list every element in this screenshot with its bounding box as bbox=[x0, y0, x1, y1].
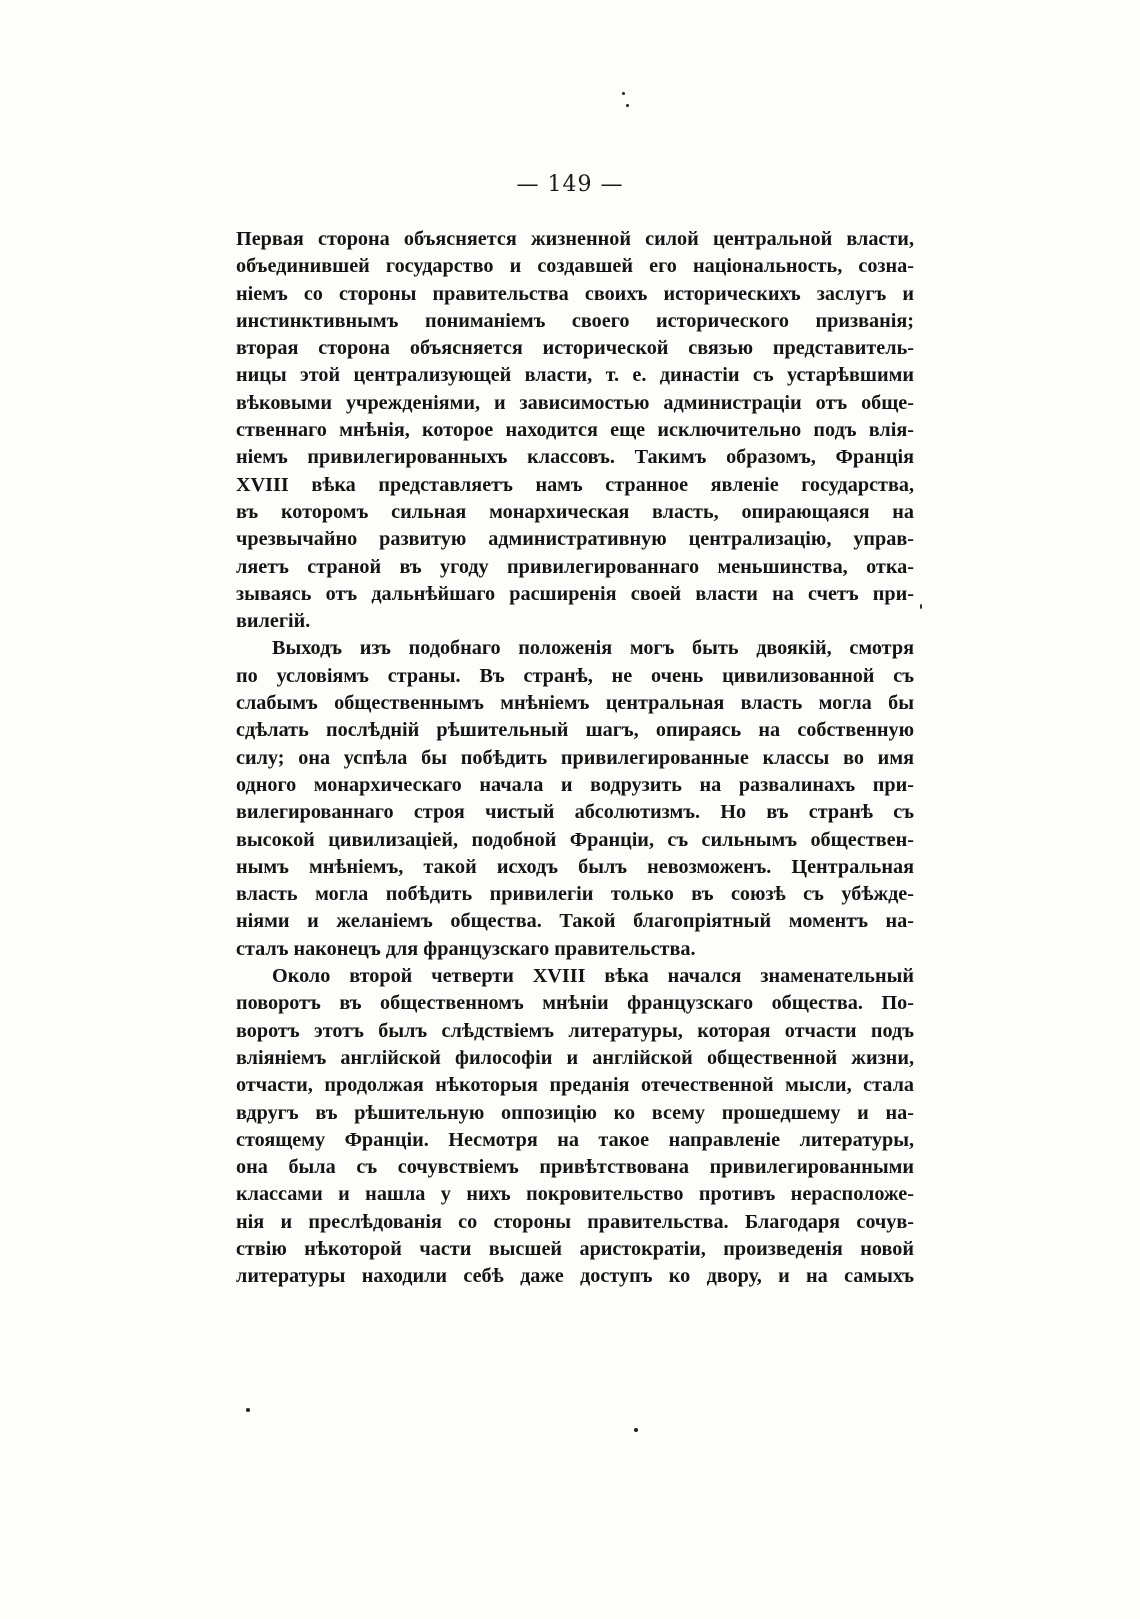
text-line: вдругъ въ рѣшительную оппозицію ко всему прошедшему и на- bbox=[236, 1101, 914, 1124]
print-speck bbox=[246, 1408, 250, 1412]
text-line: литературы находили себѣ даже доступъ ко двору, и на самыхъ bbox=[236, 1265, 914, 1288]
text-line: силу; она успѣла бы побѣдить привилегированные классы во имя bbox=[236, 746, 914, 769]
text-line: вторая сторона объясняется исторической связью представитель- bbox=[236, 337, 914, 360]
text-line: ляетъ страной въ угоду привилегированнаго меньшинства, отка- bbox=[236, 555, 914, 578]
paragraph-2 bbox=[236, 635, 914, 963]
text-line: отчасти, продолжая нѣкоторыя преданія отечественной мысли, стала bbox=[236, 1074, 914, 1097]
text-line: по условіямъ страны. Въ странѣ, не очень цивилизованной съ bbox=[236, 664, 914, 687]
text-line: вліяніемъ англійской философіи и англійской общественной жизни, bbox=[236, 1046, 914, 1069]
text-line: власть могла побѣдить привилегіи только въ союзѣ съ убѣжде- bbox=[236, 883, 914, 906]
text-line: сдѣлать послѣдній рѣшительный шагъ, опираясь на собственную bbox=[236, 719, 914, 742]
text-line: Первая сторона объясняется жизненной силой центральной власти, bbox=[236, 228, 914, 250]
text-line: зываясь отъ дальнѣйшаго расширенія своей власти на счетъ при- bbox=[236, 582, 914, 605]
text-line: классами и нашла у нихъ покровительство противъ нерасположе- bbox=[236, 1183, 914, 1206]
text-line: нымъ мнѣніемъ, такой исходъ былъ невозможенъ. Центральная bbox=[236, 855, 914, 878]
paragraph-1 bbox=[236, 226, 914, 635]
text-line: высокой цивилизаціей, подобной Франціи, съ сильнымъ обществен- bbox=[236, 828, 914, 851]
text-line: въ которомъ сильная монархическая власть, опирающаяся на bbox=[236, 500, 914, 523]
text-line: ніями и желаніемъ общества. Такой благопріятный моментъ на- bbox=[236, 910, 914, 933]
text-line: вѣковыми учрежденіями, и зависимостью администраціи отъ обще- bbox=[236, 391, 914, 414]
text-line: нія и преслѣдованія со стороны правительства. Благодаря сочув- bbox=[236, 1210, 914, 1233]
print-speck bbox=[622, 92, 625, 95]
text-line: слабымъ общественнымъ мнѣніемъ центральная власть могла бы bbox=[236, 692, 914, 715]
body-text bbox=[236, 226, 914, 1291]
text-line: одного монархическаго начала и водрузить на развалинахъ при- bbox=[236, 773, 914, 796]
page-number: — 149 — bbox=[516, 172, 624, 197]
print-speck bbox=[634, 1428, 638, 1432]
text-line: стоящему Франціи. Несмотря на такое направленіе литературы, bbox=[236, 1128, 914, 1151]
text-line: вилегій. bbox=[236, 610, 311, 633]
text-line: вилегированнаго строя чистый абсолютизмъ. Но въ странѣ съ bbox=[236, 801, 914, 824]
text-line: ствію нѣкоторой части высшей аристократіи, произведенія новой bbox=[236, 1237, 914, 1260]
print-speck bbox=[920, 604, 922, 609]
text-line: Около второй четверти XVIII вѣка начался знаменательный bbox=[272, 965, 914, 988]
text-line: ственнаго мнѣнія, которое находится еще исключительно подъ влія- bbox=[236, 419, 914, 442]
text-line: инстинктивнымъ пониманіемъ своего исторического призванія; bbox=[236, 309, 914, 332]
text-line: Выходъ изъ подобнаго положенія могъ быть двоякій, смотря bbox=[272, 637, 914, 660]
text-line: ніемъ привилегированныхъ классовъ. Такимъ образомъ, Франція bbox=[236, 446, 914, 469]
text-line: ницы этой централизующей власти, т. е. династіи съ устарѣвшими bbox=[236, 364, 914, 387]
text-line: чрезвычайно развитую административную централизацію, управ- bbox=[236, 528, 914, 551]
text-line: объединившей государство и создавшей его національность, созна- bbox=[236, 255, 914, 278]
paragraph-3 bbox=[236, 963, 914, 1291]
text-line: поворотъ въ общественномъ мнѣніи французскаго общества. По- bbox=[236, 992, 914, 1015]
text-line: XVIII вѣка представляетъ намъ странное явленіе государства, bbox=[236, 473, 914, 496]
text-line: ніемъ со стороны правительства своихъ историческихъ заслугъ и bbox=[236, 282, 914, 305]
text-line: сталъ наконецъ для французскаго правительства. bbox=[236, 937, 696, 960]
print-speck bbox=[626, 104, 629, 107]
text-line: она была съ сочувствіемъ привѣтствована привилегированными bbox=[236, 1156, 914, 1179]
text-line: воротъ этотъ былъ слѣдствіемъ литературы, которая отчасти подъ bbox=[236, 1019, 914, 1042]
